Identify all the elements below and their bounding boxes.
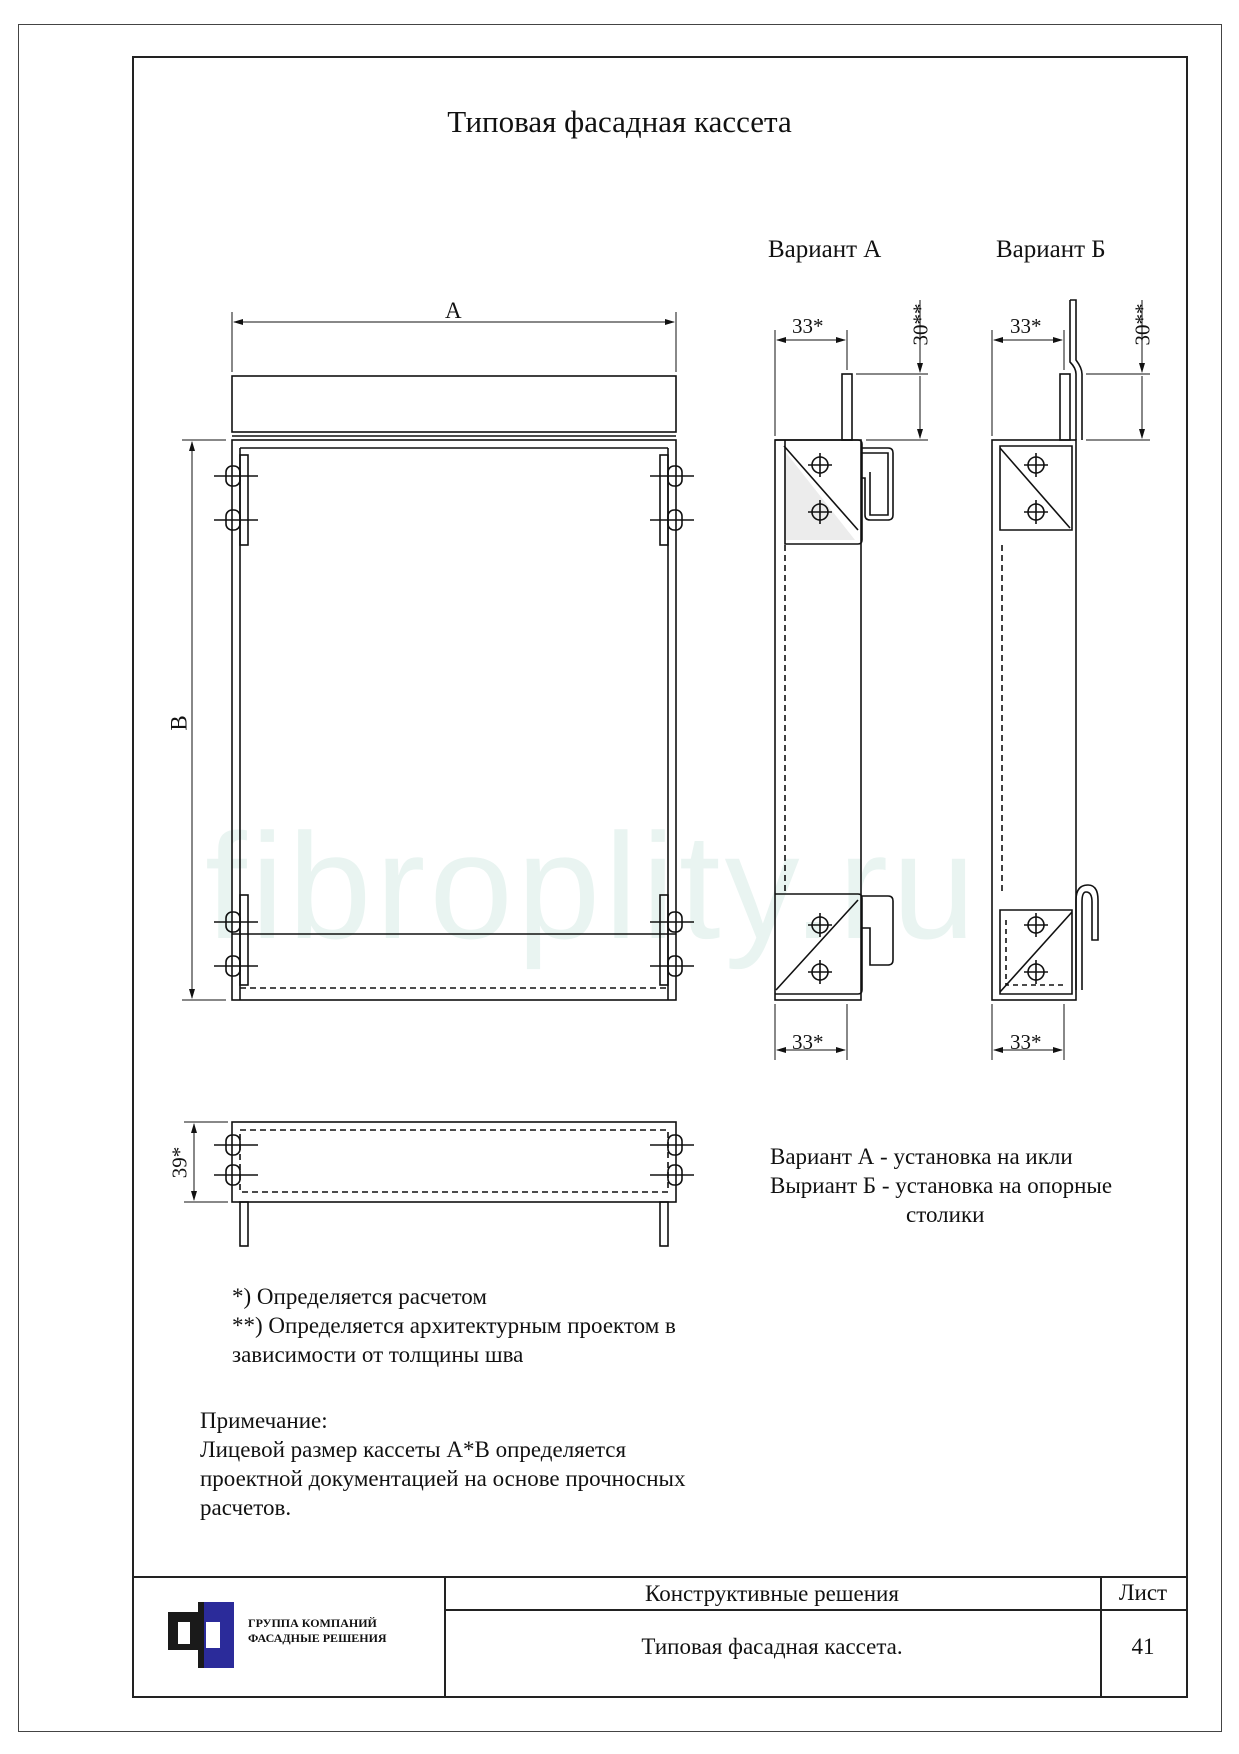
legend-line-2: Выриант Б - установка на опорные [770, 1173, 1113, 1198]
company-name-line-1: ГРУППА КОМПАНИЙ [248, 1616, 377, 1630]
legend-line-3: столики [906, 1202, 985, 1227]
title-block-divider [444, 1609, 1186, 1611]
footnote-3: зависимости от толщины шва [232, 1342, 524, 1367]
variant-b-top-width: 33* [1010, 314, 1042, 338]
sheet-number: 41 [1131, 1634, 1155, 1659]
company-name [248, 1616, 387, 1646]
remark-line-2: проектной документацией на основе прочносных [200, 1466, 686, 1491]
variant-a-section [775, 300, 928, 1060]
section-name: Конструктивные решения [645, 1581, 899, 1606]
variant-b-section [992, 300, 1150, 1060]
variant-a-title: Вариант А [768, 236, 882, 263]
dim-39-label: 39* [167, 1146, 192, 1179]
variant-a-top-width: 33* [792, 314, 824, 338]
variant-b-bottom-width: 33* [1010, 1030, 1042, 1054]
company-logo [168, 1600, 240, 1670]
variant-b-top-height: 30** [1130, 303, 1155, 346]
dim-b-label: B [166, 715, 192, 731]
watermark: fibroplity.ru [205, 802, 980, 970]
footnote-2: **) Определяется архитектурным проектом в [232, 1313, 676, 1338]
remark-line-3: расчетов. [200, 1495, 292, 1520]
variant-a-top-height: 30** [908, 303, 933, 346]
sheet-label: Лист [1118, 1580, 1168, 1605]
legend-line-1: Вариант А - установка на икли [770, 1144, 1073, 1169]
page-title: Типовая фасадная кассета [447, 104, 792, 139]
bottom-view [184, 1122, 694, 1246]
document-title: Типовая фасадная кассета. [641, 1634, 903, 1659]
footnote-1: *) Определяется расчетом [232, 1284, 487, 1309]
front-view [182, 312, 694, 1000]
dim-a-label: A [445, 298, 462, 323]
variant-a-bottom-width: 33* [792, 1030, 824, 1054]
title-block [132, 1576, 1188, 1698]
remark-line-1: Лицевой размер кассеты А*В определяется [200, 1437, 627, 1462]
company-name-line-2: ФАСАДНЫЕ РЕШЕНИЯ [248, 1631, 387, 1645]
remark-heading: Примечание: [200, 1408, 328, 1433]
variant-b-title: Вариант Б [996, 236, 1106, 263]
